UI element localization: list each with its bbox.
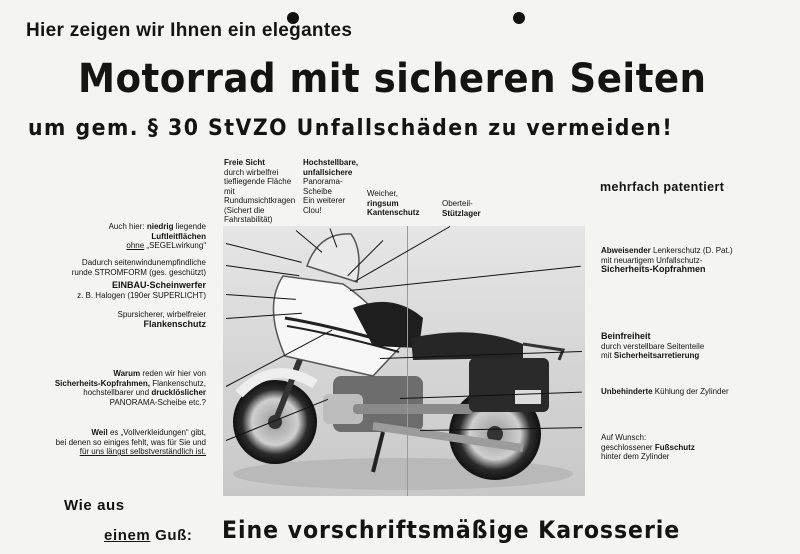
label-title: ringsum — [367, 198, 399, 208]
label-line: z. B. Halogen (190er SUPERLICHT) — [77, 290, 206, 300]
label-title: Luftleitflächen — [151, 231, 206, 241]
label-text: Flankenschutz, — [152, 378, 206, 388]
label-line: Fahrstabilität) — [224, 215, 273, 224]
label-title: Sicherheits-Kopfrahmen — [601, 264, 706, 274]
label-line: durch verstellbare Seitenteile — [601, 341, 705, 351]
label-line: mit — [224, 186, 235, 196]
label-bold: Sicherheitsarretierung — [613, 351, 700, 360]
label-bold: niedrig — [146, 222, 174, 231]
label-title: unfallsichere — [303, 167, 353, 177]
label-line: Clou! — [303, 205, 322, 215]
patent-note: mehrfach patentiert — [600, 180, 725, 194]
label-line: Ein weiterer — [303, 196, 346, 205]
label-luftleitflaechen — [40, 222, 206, 251]
label-text: es „Vollverkleidungen“ gibt, — [109, 428, 206, 437]
label-line: runde STROMFORM (ges. geschützt) — [71, 267, 206, 277]
bottom-line-2 — [104, 527, 193, 544]
label-line: Auf Wunsch: — [601, 433, 647, 442]
label-text: geschlossener — [601, 442, 653, 452]
label-line: Weicher, — [367, 189, 398, 198]
label-line: tiefliegende Fläche — [224, 177, 292, 186]
bottom-einem: einem — [104, 527, 151, 544]
label-text: Auch hier: — [108, 222, 145, 231]
label-bold: Warum — [113, 369, 141, 378]
label-panorama — [303, 158, 373, 215]
punch-hole — [513, 12, 525, 24]
label-title: Freie Sicht — [224, 158, 265, 167]
label-line: Panorama- — [303, 177, 343, 186]
label-vollverkleidungen — [10, 428, 206, 457]
label-text: reden wir hier von — [142, 369, 206, 378]
bottom-guss: Guß: — [155, 527, 193, 544]
label-kopfrahmen — [601, 246, 796, 275]
headline: Motorrad mit sicheren Seiten — [78, 56, 707, 102]
label-text: Lenkerschutz (D. Pat.) — [653, 246, 733, 255]
intro-text: Hier zeigen wir Ihnen ein elegantes — [26, 20, 353, 41]
label-kantenschutz — [367, 189, 419, 218]
label-title: EINBAU-Scheinwerfer — [111, 280, 206, 290]
subheadline: um gem. § 30 StVZO Unfallschäden zu vermeiden! — [28, 116, 674, 141]
label-warum — [10, 369, 206, 407]
motorcycle-illustration — [223, 226, 585, 496]
label-text: Kühlung der Zylinder — [654, 387, 729, 396]
label-line: PANORAMA-Scheibe etc.? — [109, 397, 206, 407]
label-line: für uns längst selbstverständlich ist. — [79, 447, 206, 456]
label-bold: Sicherheits-Kopfrahmen, — [54, 378, 150, 388]
motorcycle-photo — [223, 226, 585, 496]
label-line: Dadurch seitenwindunempfindliche — [81, 258, 206, 267]
label-title: Stützlager — [442, 208, 481, 218]
label-line: bei denen so einiges fehlt, was für Sie und — [55, 437, 206, 447]
label-einbau-scheinwerfer — [20, 281, 206, 300]
label-stromform — [20, 258, 206, 277]
label-text: liegende — [175, 222, 206, 231]
label-line: Rundumsichtkragen — [224, 196, 296, 205]
label-text: mit — [601, 351, 612, 360]
label-bold: Weil — [91, 428, 108, 437]
label-title: Beinfreiheit — [601, 331, 651, 341]
bottom-line-1: Wie aus — [64, 497, 125, 514]
label-bold: drucklöslicher — [151, 388, 206, 397]
label-fussschutz — [601, 433, 796, 462]
label-title: Flankenschutz — [143, 318, 206, 329]
label-flankenschutz — [20, 310, 206, 329]
label-line: durch wirbelfrei — [224, 167, 279, 177]
label-title: Hochstellbare, — [303, 158, 359, 167]
label-beinfreiheit — [601, 332, 796, 361]
label-title: Kantenschutz — [367, 208, 420, 217]
label-text: ohne — [126, 241, 145, 250]
label-line: hinter dem Zylinder — [601, 452, 670, 461]
label-line: Scheibe — [303, 186, 332, 196]
label-bold: Abweisender — [601, 246, 651, 255]
label-text: „SEGELwirkung“ — [146, 241, 206, 250]
page-fold-line — [407, 226, 408, 496]
label-kuehlung — [601, 387, 796, 397]
label-line: Oberteil- — [442, 199, 473, 208]
label-freie-sicht — [224, 158, 314, 225]
tagline: Eine vorschriftsmäßige Karosserie — [222, 516, 681, 544]
label-bold: Unbehinderte — [601, 387, 653, 396]
label-bold: Fußschutz — [654, 442, 695, 452]
label-text: hochstellbarer und — [83, 388, 150, 397]
label-line: Spursicherer, wirbelfreier — [117, 310, 206, 319]
label-line: (Sichert die — [224, 205, 265, 215]
label-line: mit neuartigem Unfallschutz- — [601, 255, 703, 265]
label-stuetzlager — [442, 199, 481, 218]
